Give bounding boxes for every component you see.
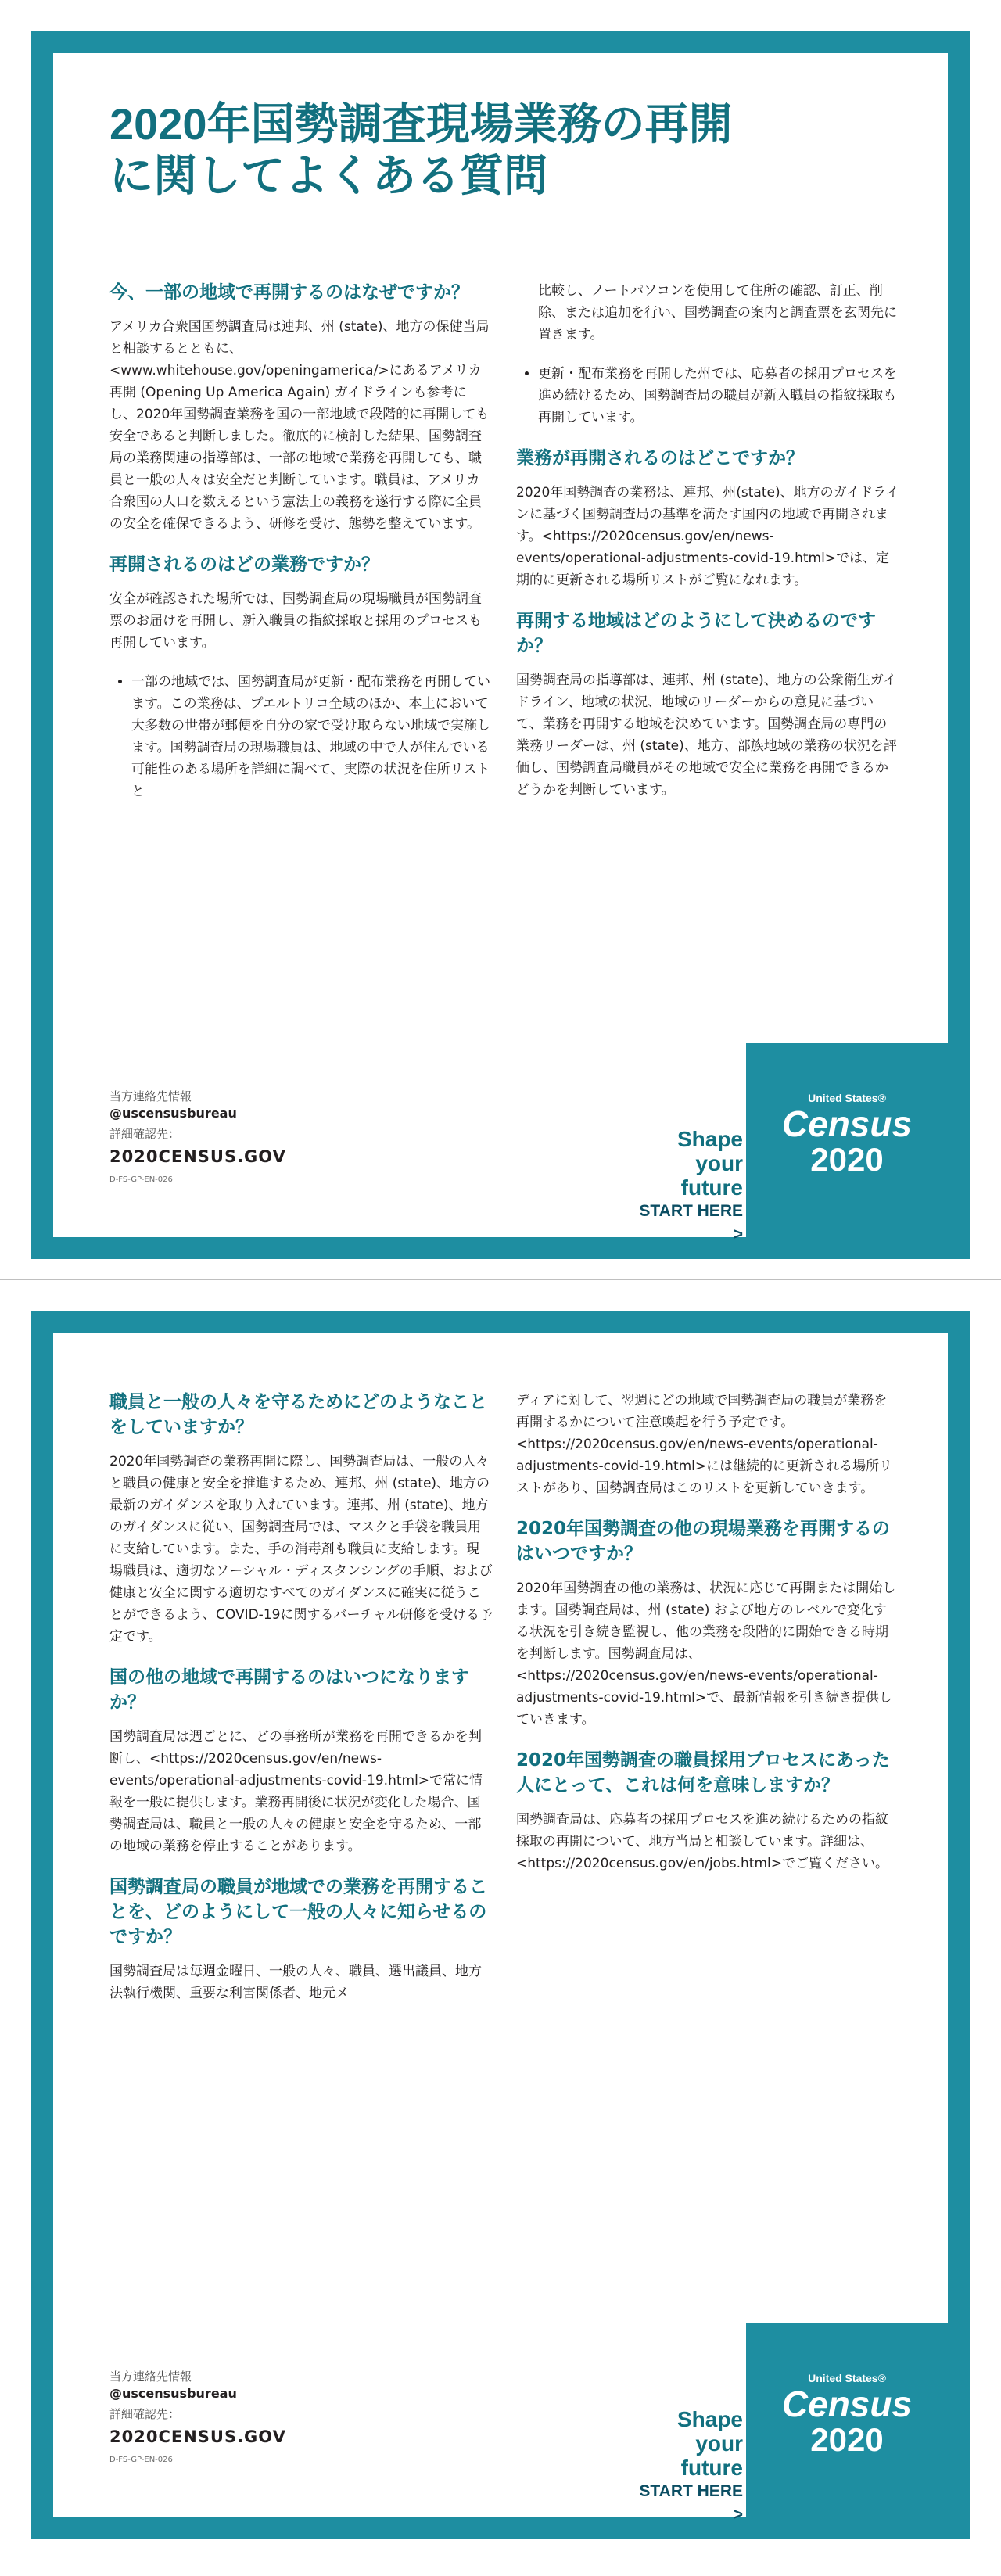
logo-corner xyxy=(746,2323,948,2517)
contact-info xyxy=(109,2369,286,2468)
census-2020-logo xyxy=(746,2323,948,2517)
page-frame xyxy=(31,1311,970,2539)
contact-label: 当方連絡先情報 xyxy=(109,1089,192,1103)
question-heading: 2020年国勢調査の他の現場業務を再開するのはいつですか？ xyxy=(516,1519,891,1564)
logo-census: Census xyxy=(781,1103,913,1144)
tagline-line-1: Shape xyxy=(676,2407,743,2431)
website-link[interactable]: 2020CENSUS.GOV xyxy=(109,1147,286,1166)
answer-text: 安全が確認された場所では、国勢調査局の現場職員が国勢調査票のお届けを再開し、新入職員の指紋採取と採用のプロセスも再開しています。 xyxy=(109,591,482,651)
start-here-link[interactable]: START HERE > xyxy=(639,2482,743,2524)
page-content xyxy=(53,53,948,1243)
logo-united-states: United States® xyxy=(808,1092,886,1104)
census-2020-logo xyxy=(746,1043,948,1237)
contact-label: 当方連絡先情報 xyxy=(109,2370,192,2384)
right-column xyxy=(516,280,899,818)
logo-year: 2020 xyxy=(810,1141,884,1178)
left-column xyxy=(109,1390,493,2022)
page-content xyxy=(53,1333,948,2524)
question-heading: 職員と一般の人々を守るためにどのようなことをしていますか？ xyxy=(109,1392,487,1437)
document-code: D-FS-GP-EN-026 xyxy=(109,1175,173,1184)
tagline-line-1: Shape xyxy=(676,1127,743,1151)
tagline-line-2: your future xyxy=(680,2431,743,2480)
bullet-list xyxy=(516,363,899,429)
bullet-item: • 一部の地域では、国勢調査局が更新・配布業務を再開しています。この業務は、プエルトリコ全域のほか、本土において大多数の世帯が郵便を自分の家で受け取らない地域で実施します。国勢調査局の現場職員は、地域の中で人が住んでいる可能性のある場所を詳細に調べて、実際の状況を住所リストと xyxy=(131,671,493,802)
shape-your-future-tagline xyxy=(632,2407,743,2527)
answer-text: 国勢調査局の指導部は、連邦、州 (state)、地方の公衆衛生ガイドライン、地域の状況、地域のリーダーからの意見に基づいて、業務を再開する地域を決めています。国勢調査局の専門の業務リーダーは、州 (state)、地方、部族地域の業務の状況を評価し、国勢調査局職員がその地域で安全に業務を再開できるかどうかを判断しています。 xyxy=(516,673,897,798)
title-line-1: 2020年国勢調査現場業務の再開 xyxy=(109,99,733,149)
answer-text: 国勢調査局は、応募者の採用プロセスを進め続けるための指紋採取の再開について、地方当局と相談しています。詳細は、<https://2020census.gov/en/jobs.html>でご覧ください。 xyxy=(516,1812,888,1871)
social-handle-link[interactable]: @uscensusbureau xyxy=(109,2386,237,2401)
document-code: D-FS-GP-EN-026 xyxy=(109,2456,173,2464)
logo-corner xyxy=(746,1043,948,1237)
question-heading: 国勢調査局の職員が地域での業務を再開することを、どのようにして一般の人々に知らせるのですか？ xyxy=(109,1877,487,1947)
bullet-list xyxy=(109,671,493,802)
social-handle-link[interactable]: @uscensusbureau xyxy=(109,1106,237,1121)
left-column xyxy=(109,280,493,820)
shape-your-future-tagline xyxy=(632,1127,743,1247)
page-2 xyxy=(0,1279,1001,2555)
answer-text: 国勢調査局は毎週金曜日、一般の人々、職員、選出議員、地方法執行機関、重要な利害関係者、地元メ xyxy=(109,1964,482,2001)
answer-text: 2020年国勢調査の業務再開に際し、国勢調査局は、一般の人々と職員の健康と安全を推進するため、連邦、州 (state)、地方の最新のガイダンスを取り入れています。連邦、州 (state)、地方のガイダンスに従い、国勢調査局では、マスクと手袋を職員用に支給しています。また、手の消毒剤も職員に支給します。現場職員は、適切なソーシャル・ディスタンシングの手順、および健康と安全に関する適切なすべてのガイダンスに確実に従うことができるよう、COVID-19に関するバーチャル研修を受ける予定です。 xyxy=(109,1454,493,1645)
page-1 xyxy=(0,0,1001,1275)
answer-text: 国勢調査局は週ごとに、どの事務所が業務を再開できるかを判断し、<https://2020census.gov/en/news-events/operational-adjustments-covid-19.html>で常に情報を一般に提供します。業務再開後に状況が変化した場合、国勢調査局は、職員と一般の人々の健康と安全を守るため、一部の地域の業務を停止することがあります。 xyxy=(109,1729,483,1854)
logo-united-states: United States® xyxy=(808,2372,886,2384)
contact-info xyxy=(109,1089,286,1188)
right-column xyxy=(516,1390,899,1892)
website-link[interactable]: 2020CENSUS.GOV xyxy=(109,2427,286,2446)
tagline-line-2: your future xyxy=(680,1151,743,1200)
question-heading: 再開する地域はどのようにして決めるのですか？ xyxy=(516,611,876,656)
logo-census: Census xyxy=(781,2384,913,2424)
question-heading: 再開されるのはどの業務ですか？ xyxy=(109,554,379,575)
answer-text-continued: 比較し、ノートパソコンを使用して住所の確認、訂正、削除、または追加を行い、国勢調査の案内と調査票を玄関先に置きます。 xyxy=(538,283,897,343)
details-label: 詳細確認先： xyxy=(109,1127,181,1141)
answer-text: アメリカ合衆国国勢調査局は連邦、州 (state)、地方の保健当局と相談するとともに、<www.whitehouse.gov/openingamerica/>にあるアメリカ再開 (Opening Up America Again) ガイドラインも参考にし、2020年国勢調査業務を国の一部地域で段階的に再開しても安全であると判断しました。徹底的に検討した結果、国勢調査局の業務関連の指導部は、一部の地域で業務を再開しても、職員と一般の人々は安全だと判断しています。職員は、アメリカ合衆国の人口を数えるという憲法上の義務を遂行する際に全員の安全を確保できるよう、研修を受け、態勢を整えています。 xyxy=(109,319,490,532)
question-heading: 業務が再開されるのはどこですか？ xyxy=(516,448,804,468)
document-title xyxy=(109,99,892,202)
answer-text: 2020年国勢調査の業務は、連邦、州(state)、地方のガイドラインに基づく国勢調査局の基準を満たす国内の地域で再開されます。<https://2020census.gov/en/news-events/operational-adjustments-covid-19.html>では、定期的に更新される場所リストがご覧になれます。 xyxy=(516,485,899,588)
details-label: 詳細確認先： xyxy=(109,2407,181,2421)
question-heading: 国の他の地域で再開するのはいつになりますか？ xyxy=(109,1667,469,1713)
answer-text: 2020年国勢調査の他の業務は、状況に応じて再開または開始します。国勢調査局は、州 (state) および地方のレベルで変化する状況を引き続き監視し、他の業務を段階的に開始できる時期を判断します。国勢調査局は、<https://2020census.gov/en/news-events/operational-adjustments-covid-19.html>で、最新情報を引き続き提供していきます。 xyxy=(516,1580,896,1727)
page-frame xyxy=(31,31,970,1259)
question-heading: 今、一部の地域で再開するのはなぜですか？ xyxy=(109,282,469,303)
question-heading: 2020年国勢調査の職員採用プロセスにあった人にとって、これは何を意味しますか？ xyxy=(516,1750,890,1796)
logo-year: 2020 xyxy=(810,2421,884,2458)
answer-text-continued: ディアに対して、翌週にどの地域で国勢調査局の職員が業務を再開するかについて注意喚起を行う予定です。<https://2020census.gov/en/news-events/operational-adjustments-covid-19.html>には継続的に更新される場所リストがあり、国勢調査局はこのリストを更新していきます。 xyxy=(516,1393,893,1496)
start-here-link[interactable]: START HERE > xyxy=(639,1202,743,1243)
title-line-2: に関してよくある質問 xyxy=(109,151,547,200)
bullet-item: • 更新・配布業務を再開した州では、応募者の採用プロセスを進め続けるため、国勢調査局の職員が新入職員の指紋採取も再開しています。 xyxy=(538,363,899,429)
